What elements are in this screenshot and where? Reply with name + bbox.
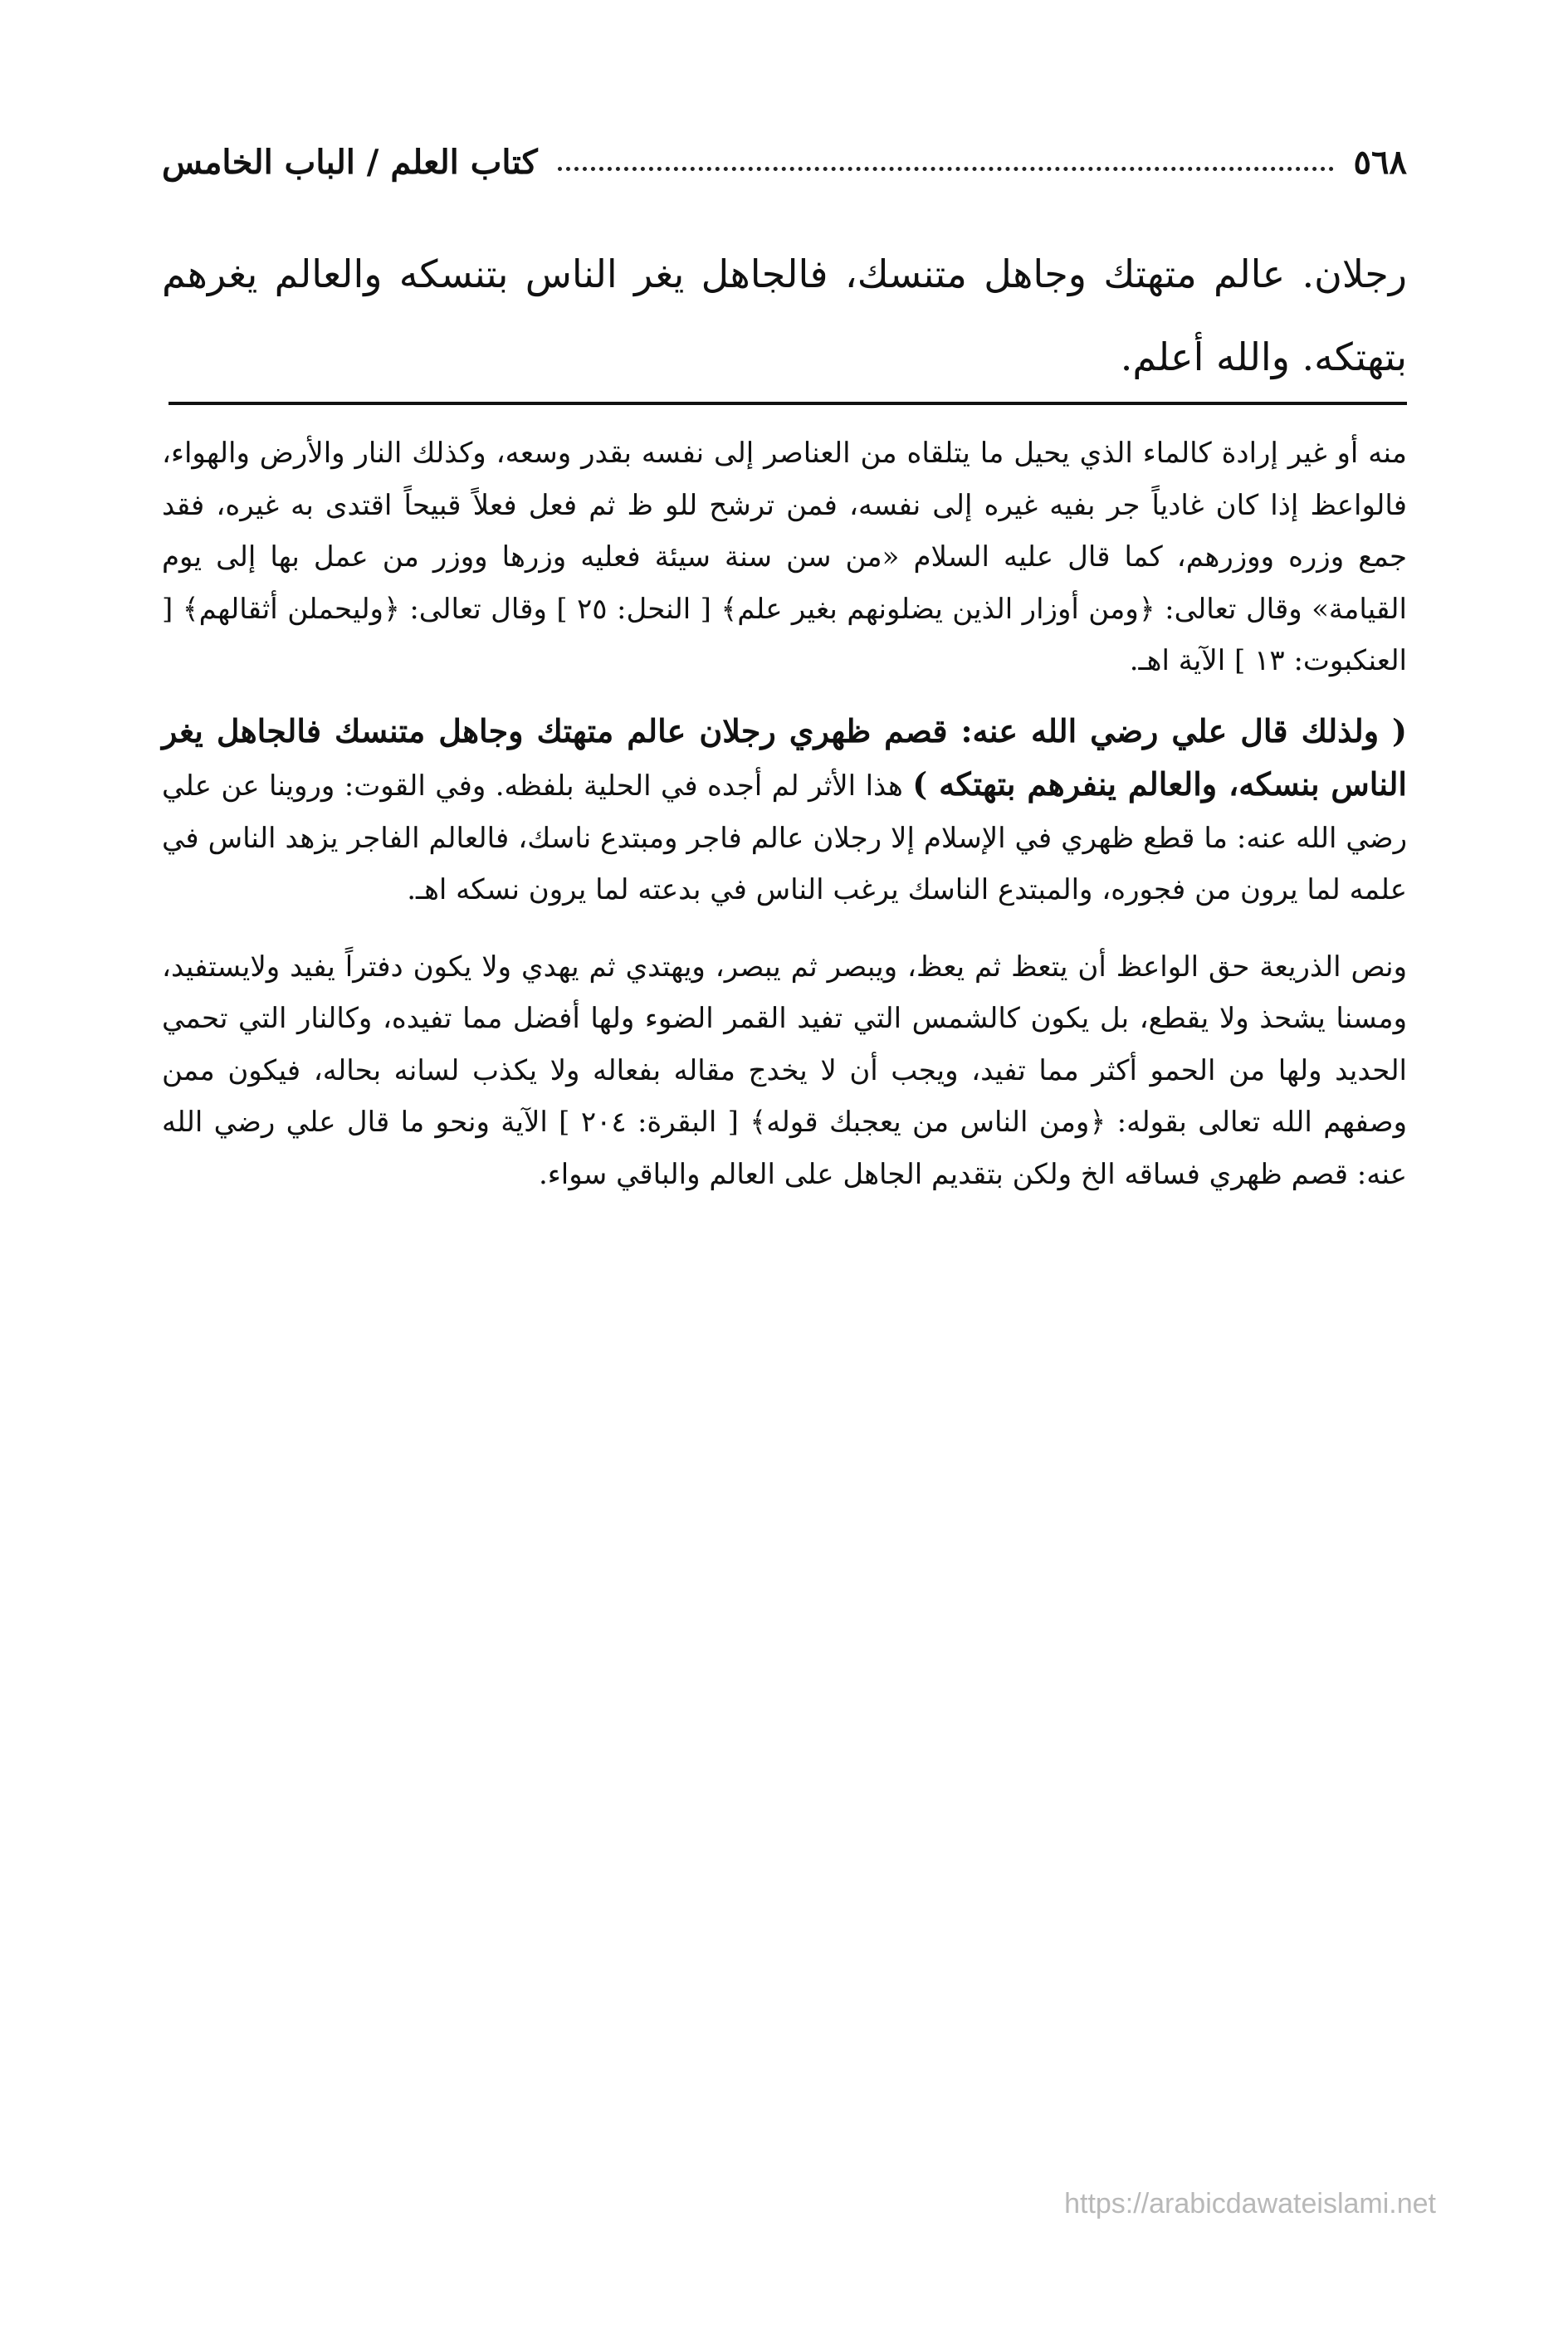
quoted-matn-text: ( ولذلك قال علي رضي الله عنه: قصم ظهري رجلان عالم متهتك وجاهل متنسك فالجاهل يغر الناس بنسكه، والعالم ينفرهم بتهتكه ) (162, 711, 1407, 803)
commentary-paragraph-1: منه أو غير إرادة كالماء الذي يحيل ما يتلقاه من العناصر إلى نفسه بقدر وسعه، وكذلك النار والأرض والهواء، فالواعظ إذا كان غادياً جر بفيه غيره إلى نفسه، فمن ترشح للو ظ ثم فعل فعلاً قبيحاً اقتدى به غيره، فقد جمع وزره ووزرهم، كما قال عليه السلام «من سن سنة سيئة فعليه وزرها ووزر من عمل بها إلى يوم القيامة» وقال تعالى: ﴿ومن أوزار الذين يضلونهم بغير علم﴾ [ النحل: ٢٥ ] وقال تعالى: ﴿وليحملن أثقالهم﴾ [ العنكبوت: ١٣ ] الآية اهـ. (162, 437, 1407, 677)
running-header (162, 133, 1407, 191)
watermark-url: https://arabicdawateislami.net (1064, 2188, 1436, 2219)
commentary (162, 427, 1407, 1200)
main-text: رجلان. عالم متهتك وجاهل متنسك، فالجاهل يغر الناس بتنسكه والعالم يغرهم بتهتكه. والله أعلم. (162, 251, 1407, 379)
footnote-separator (169, 402, 1407, 405)
page-number: ٥٦٨ (1353, 142, 1407, 182)
commentary-paragraph-3: ونص الذريعة حق الواعظ أن يتعظ ثم يعظ، ويبصر ثم يبصر، ويهتدي ثم يهدي ولا يكون دفتراً يفيد ولايستفيد، ومسنا يشحذ ولا يقطع، بل يكون كالشمس التي تفيد القمر الضوء ولها أفضل مما تفيده، وكالنار التي تحمي الحديد ولها من الحمو أكثر مما تفيد، ويجب أن لا يخدج مقاله بفعاله ولا يكذب لسانه بحاله، فيكون ممن وصفهم الله تعالى بقوله: ﴿ومن الناس من يعجبك قوله﴾ [ البقرة: ٢٠٤ ] الآية ونحو ما قال علي رضي الله عنه: قصم ظهري فساقه الخ ولكن بتقديم الجاهل على العالم والباقي سواء. (162, 950, 1407, 1191)
commentary-paragraph-2 (162, 706, 1407, 916)
commentary-paragraph-2-text: هذا الأثر لم أجده في الحلية بلفظه. وفي القوت: وروينا عن علي رضي الله عنه: ما قطع ظهري في الإسلام إلا رجلان عالم فاجر ومبتدع ناسك، فالعالم الفاجر يزهد الناس في علمه لما يرون من فجوره، والمبتدع الناسك يرغب الناس في بدعته لما يرون نسكه اهـ. (162, 769, 1407, 906)
running-title: كتاب العلم / الباب الخامس (162, 142, 538, 182)
dotted-leader (558, 167, 1334, 171)
